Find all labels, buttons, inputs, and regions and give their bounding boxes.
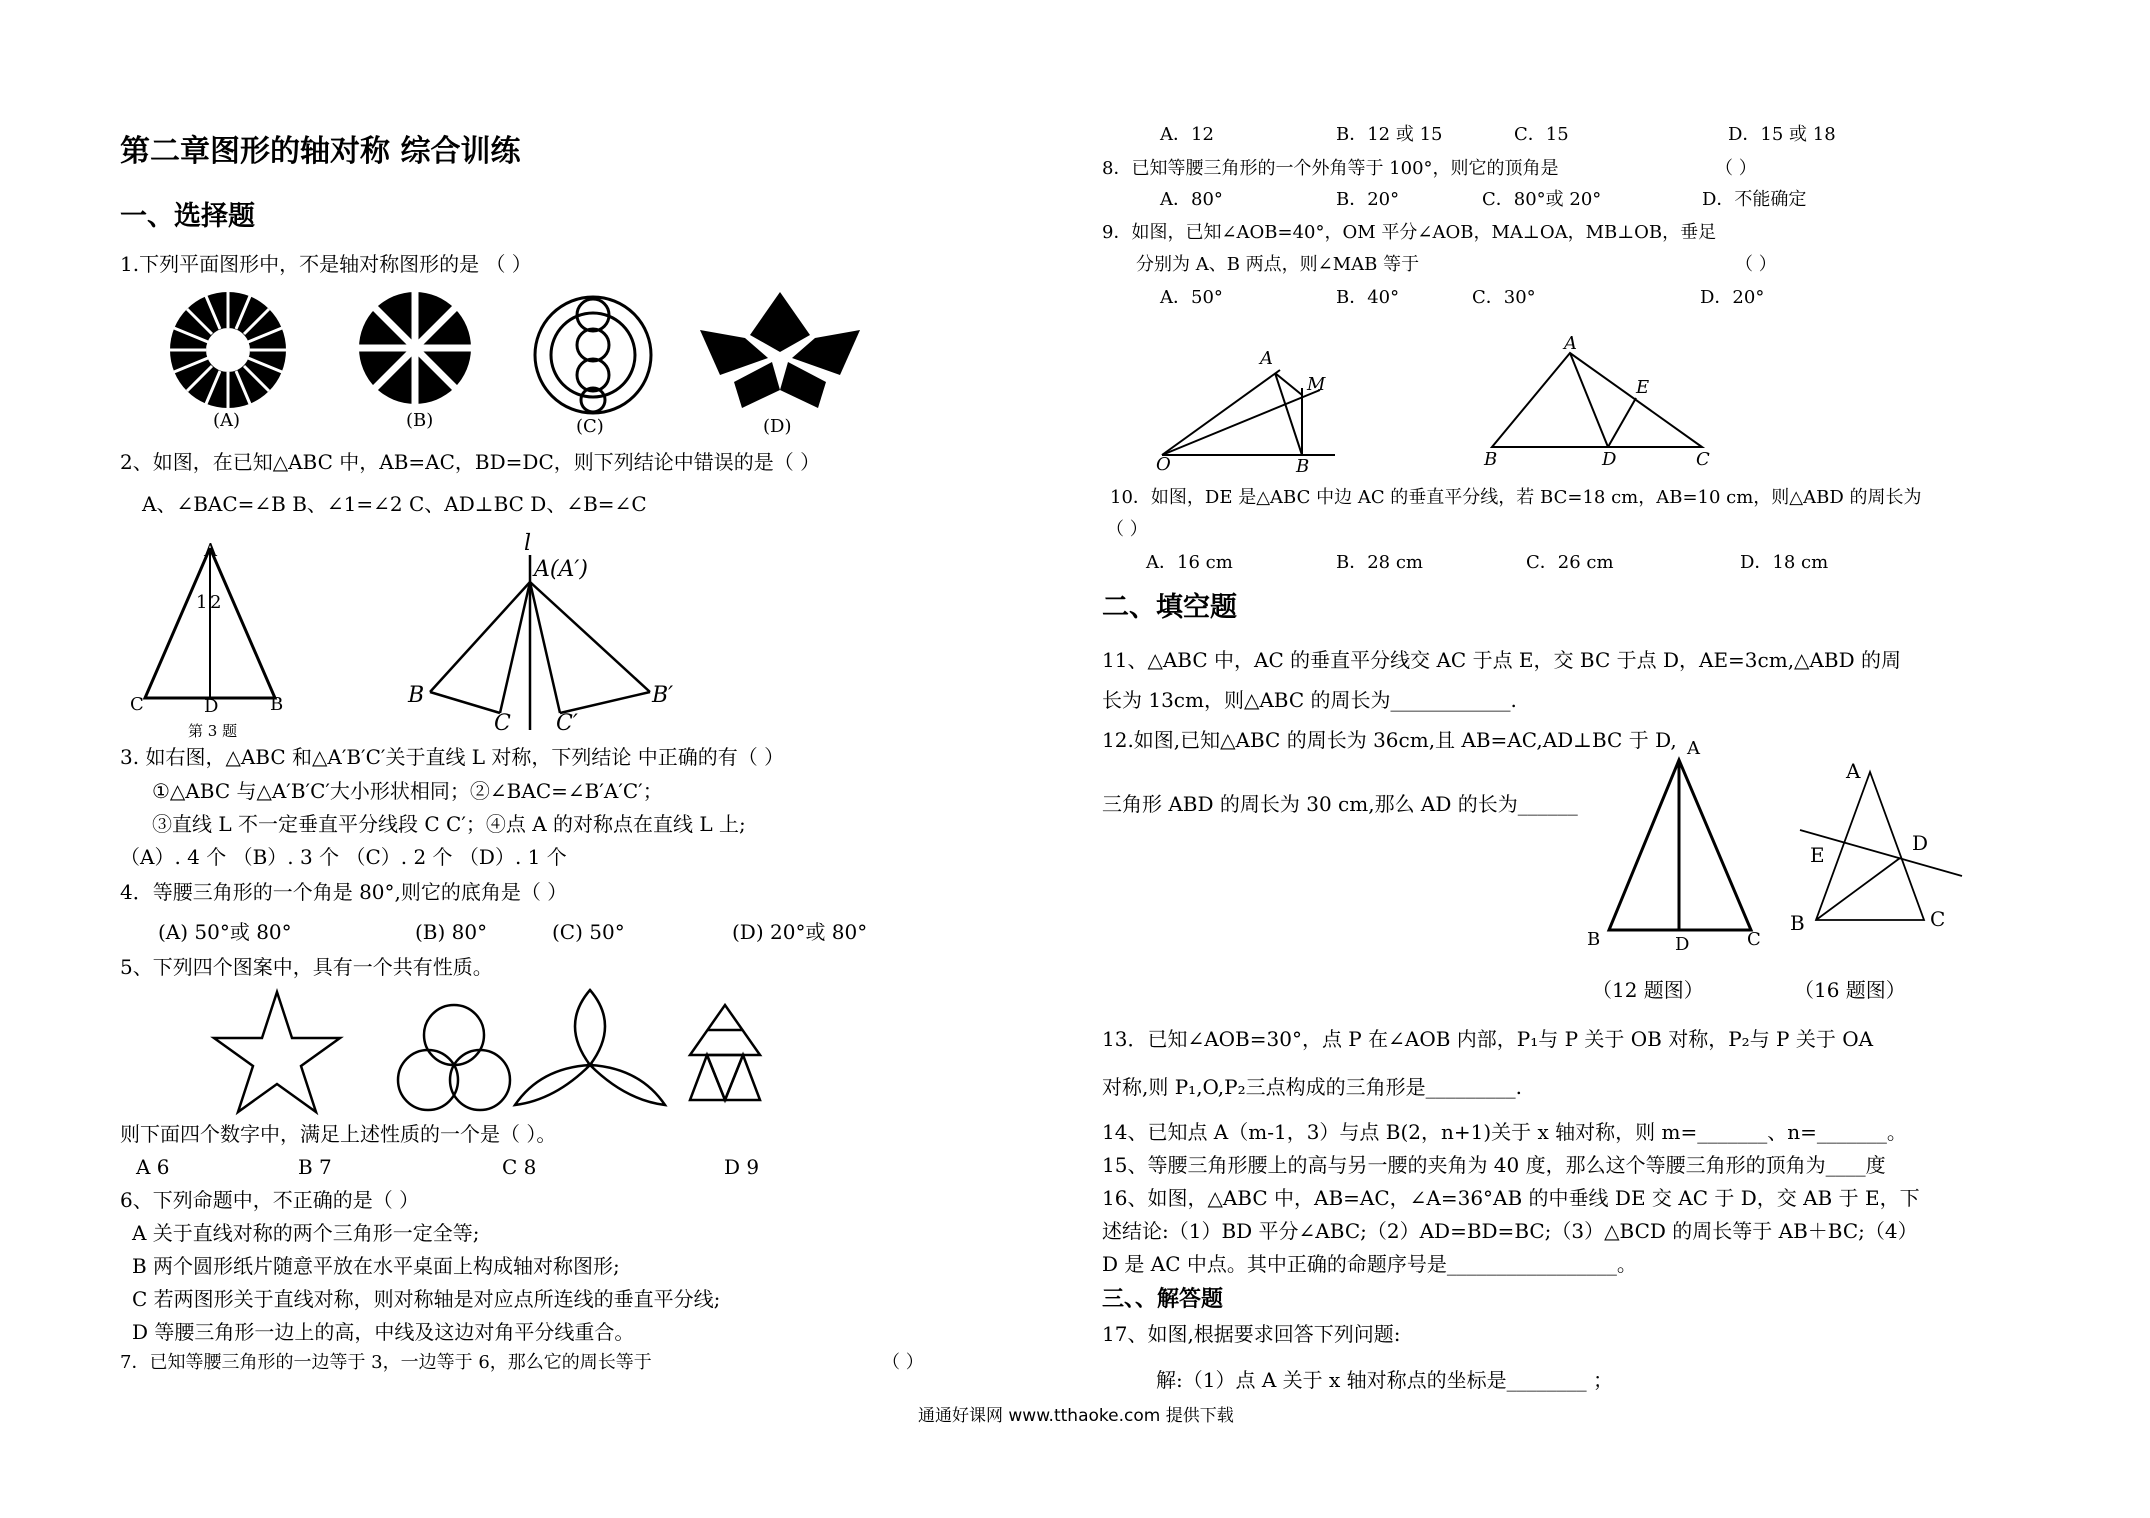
fig10-label-c: C: [1696, 449, 1710, 470]
fig9-label-o: O: [1156, 454, 1171, 475]
fig10-label-b: B: [1484, 449, 1498, 470]
question-5-option-d: D 9: [724, 1155, 760, 1179]
q1-label-c: (C): [576, 416, 604, 437]
question-8-option-b: B．20°: [1336, 189, 1400, 210]
fig12-label-c: C: [1747, 929, 1761, 950]
q1-label-d: (D): [763, 416, 792, 437]
ref-label-bp: B′: [652, 683, 674, 708]
tri-label-c: C: [130, 694, 144, 715]
ref-label-a: A(A′): [534, 557, 588, 582]
q3-reflection-figure: [400, 530, 710, 736]
question-5-option-c: C 8: [502, 1155, 537, 1179]
question-12-line-1: 12.如图,已知△ABC 的周长为 36cm,且 AB=AC,AD⊥BC 于 D,: [1102, 728, 1677, 752]
ref-label-b: B: [408, 683, 425, 708]
question-3-options: （A）. 4 个 （B）. 3 个 （C）. 2 个 （D）. 1 个: [120, 845, 567, 869]
question-9-line-2: 分别为 A、B 两点，则∠MAB 等于: [1136, 254, 1420, 275]
fig12-label-d: D: [1675, 934, 1690, 955]
question-10-line-2: （ ）: [1106, 519, 1148, 540]
q5-figures: [210, 990, 810, 1120]
tri-label-a: A: [204, 540, 217, 561]
question-9-option-d: D．20°: [1700, 287, 1765, 308]
question-10-option-c: C．26 cm: [1526, 552, 1614, 573]
question-7: 7．已知等腰三角形的一边等于 3，一边等于 6，那么它的周长等于: [120, 1352, 652, 1373]
question-9-option-a: A．50°: [1160, 287, 1223, 308]
fig10-label-d: D: [1602, 449, 1617, 470]
question-17: 17、如图,根据要求回答下列问题:: [1102, 1322, 1401, 1346]
tri-label-d: D: [204, 696, 219, 717]
question-15: 15、等腰三角形腰上的高与另一腰的夹角为 40 度，那么这个等腰三角形的顶角为____度: [1102, 1153, 1886, 1177]
question-2: 2、如图，在已知△ABC 中，AB=AC，BD=DC，则下列结论中错误的是（ ）: [120, 450, 821, 474]
question-7-option-d: D．15 或 18: [1728, 124, 1836, 145]
q1-figures: [160, 290, 900, 430]
question-9-option-c: C．30°: [1472, 287, 1536, 308]
question-11-line-1: 11、△ABC 中，AC 的垂直平分线交 AC 于点 E，交 BC 于点 D，AE=3cm,△ABD 的周: [1102, 648, 1901, 672]
question-8-paren: （ ）: [1715, 158, 1757, 179]
question-9-line-1: 9．如图，已知∠AOB=40°，OM 平分∠AOB，MA⊥OA，MB⊥OB，垂足: [1102, 222, 1717, 243]
question-2-options: A、∠BAC=∠B B、∠1=∠2 C、AD⊥BC D、∠B=∠C: [142, 492, 647, 516]
triangles-pattern: [690, 1005, 760, 1100]
section-heading-choice: 一、选择题: [120, 201, 255, 232]
q9-angle-figure: [1150, 340, 1350, 477]
fig16-label-b: B: [1790, 911, 1805, 935]
question-4-option-b: (B) 80°: [415, 920, 488, 944]
fig9-label-m: M: [1307, 374, 1326, 395]
question-3-statement-2: ③直线 L 不一定垂直平分线段 C C′；④点 A 的对称点在直线 L 上;: [152, 812, 746, 836]
question-6-option-c: C 若两图形关于直线对称，则对称轴是对应点所连线的垂直平分线;: [132, 1287, 721, 1311]
question-3: 3. 如右图，△ABC 和△A′B′C′关于直线 L 对称，下列结论 中正确的有（ ）: [120, 745, 785, 769]
question-16-line-3: D 是 AC 中点。其中正确的命题序号是_________________。: [1102, 1252, 1637, 1276]
question-7-paren: （ ）: [882, 1352, 924, 1373]
q1-label-a: (A): [213, 410, 241, 431]
fig16-label-a: A: [1846, 759, 1861, 783]
tri-label-2: 2: [210, 592, 222, 613]
fig12-label-a: A: [1687, 738, 1700, 759]
figure-12-caption: （12 题图）: [1592, 978, 1704, 1002]
question-9-paren: （ ）: [1735, 254, 1777, 275]
question-13-line-2: 对称,则 P₁,O,P₂三点构成的三角形是_________.: [1102, 1075, 1522, 1099]
figure-d-star: [700, 292, 860, 408]
footer-credit: 通通好课网 www.tthaoke.com 提供下载: [918, 1406, 1234, 1426]
question-7-option-a: A．12: [1160, 124, 1214, 145]
question-10-line-1: 10．如图，DE 是△ABC 中边 AC 的垂直平分线，若 BC=18 cm，AB=10 cm，则△ABD 的周长为: [1110, 487, 1922, 508]
tri-label-1: 1: [196, 592, 208, 613]
question-16-line-2: 述结论:（1）BD 平分∠ABC;（2）AD=BD=BC;（3）△BCD 的周长等于 AB＋BC;（4）: [1102, 1219, 1918, 1243]
question-4: 4．等腰三角形的一个角是 80°,则它的底角是（ ）: [120, 880, 568, 904]
question-7-option-b: B．12 或 15: [1336, 124, 1443, 145]
q16-triangle-figure: [1780, 750, 1980, 950]
question-5: 5、下列四个图案中，具有一个共有性质。: [120, 955, 493, 979]
question-6-option-a: A 关于直线对称的两个三角形一定全等;: [132, 1221, 480, 1245]
fig16-label-e: E: [1810, 843, 1825, 867]
q10-triangle-figure: [1480, 333, 1720, 470]
question-9-option-b: B．40°: [1336, 287, 1400, 308]
question-16-line-1: 16、如图，△ABC 中，AB=AC，∠A=36°AB 的中垂线 DE 交 AC 于 D，交 AB 于 E，下: [1102, 1186, 1920, 1210]
question-3-statement-1: ①△ABC 与△A′B′C′大小形状相同；②∠BAC=∠B′A′C′；: [152, 779, 663, 803]
question-11-line-2: 长为 13cm，则△ABC 的周长为____________.: [1102, 688, 1517, 712]
fig9-label-b: B: [1296, 456, 1310, 477]
question-14: 14、已知点 A（m-1，3）与点 B(2，n+1)关于 x 轴对称，则 m=_______、n=_______。: [1102, 1120, 1907, 1144]
tri-label-b: B: [270, 694, 284, 715]
fig9-label-a: A: [1260, 348, 1273, 369]
ref-label-c: C: [494, 711, 511, 736]
question-10-option-d: D．18 cm: [1740, 552, 1829, 573]
q2-triangle-figure: [130, 540, 300, 717]
question-6: 6、下列命题中，不正确的是（ ）: [120, 1188, 420, 1212]
question-10-option-b: B．28 cm: [1336, 552, 1424, 573]
question-4-option-d: (D) 20°或 80°: [732, 920, 868, 944]
section-heading-fill: 二、填空题: [1102, 592, 1237, 623]
question-13-line-1: 13．已知∠AOB=30°，点 P 在∠AOB 内部，P₁与 P 关于 OB 对称，P₂与 P 关于 OA: [1102, 1027, 1874, 1051]
q12-triangle-figure: [1585, 738, 1761, 955]
question-8-option-c: C．80°或 20°: [1482, 189, 1602, 210]
fig16-label-c: C: [1930, 907, 1946, 931]
fig10-label-e: E: [1636, 377, 1650, 398]
question-6-option-b: B 两个圆形纸片随意平放在水平桌面上构成轴对称图形;: [132, 1254, 620, 1278]
question-8: 8．已知等腰三角形的一个外角等于 100°，则它的顶角是: [1102, 158, 1559, 179]
question-6-option-d: D 等腰三角形一边上的高，中线及这边对角平分线重合。: [132, 1320, 635, 1344]
figure-a-sunburst: [170, 292, 286, 408]
ref-label-l: l: [524, 531, 532, 556]
question-4-option-c: (C) 50°: [552, 920, 625, 944]
ref-label-cp: C′: [556, 711, 578, 736]
page-title: 第二章图形的轴对称 综合训练: [120, 134, 521, 169]
fig10-label-a: A: [1564, 333, 1577, 354]
figure-16-caption: （16 题图）: [1794, 978, 1906, 1002]
figure-b-snowflake: [359, 292, 471, 404]
fig12-label-b: B: [1587, 929, 1601, 950]
question-10-option-a: A．16 cm: [1146, 552, 1233, 573]
fig16-label-d: D: [1912, 831, 1929, 855]
three-leaves-pattern: [515, 990, 665, 1105]
question-4-option-a: (A) 50°或 80°: [158, 920, 292, 944]
question-5-prompt: 则下面四个数字中，满足上述性质的一个是（ ）。: [120, 1122, 557, 1146]
three-circles-pattern: [398, 1005, 510, 1110]
star-pattern: [214, 992, 340, 1112]
question-8-option-d: D．不能确定: [1702, 189, 1807, 210]
question-1: 1.下列平面图形中，不是轴对称图形的是 （ ）: [120, 252, 532, 276]
question-8-option-a: A．80°: [1160, 189, 1223, 210]
q1-label-b: (B): [406, 410, 434, 431]
figure-3-caption: 第 3 题: [188, 722, 238, 740]
question-12-line-2: 三角形 ABD 的周长为 30 cm,那么 AD 的长为______: [1102, 792, 1578, 816]
question-17-solution: 解:（1）点 A 关于 x 轴对称点的坐标是________ ；: [1156, 1368, 1613, 1392]
section-heading-answer: 三、、解答题: [1102, 1286, 1224, 1312]
question-5-option-a: A 6: [136, 1155, 170, 1179]
question-7-option-c: C．15: [1514, 124, 1569, 145]
question-5-option-b: B 7: [298, 1155, 332, 1179]
figure-c-circles: [535, 297, 651, 413]
